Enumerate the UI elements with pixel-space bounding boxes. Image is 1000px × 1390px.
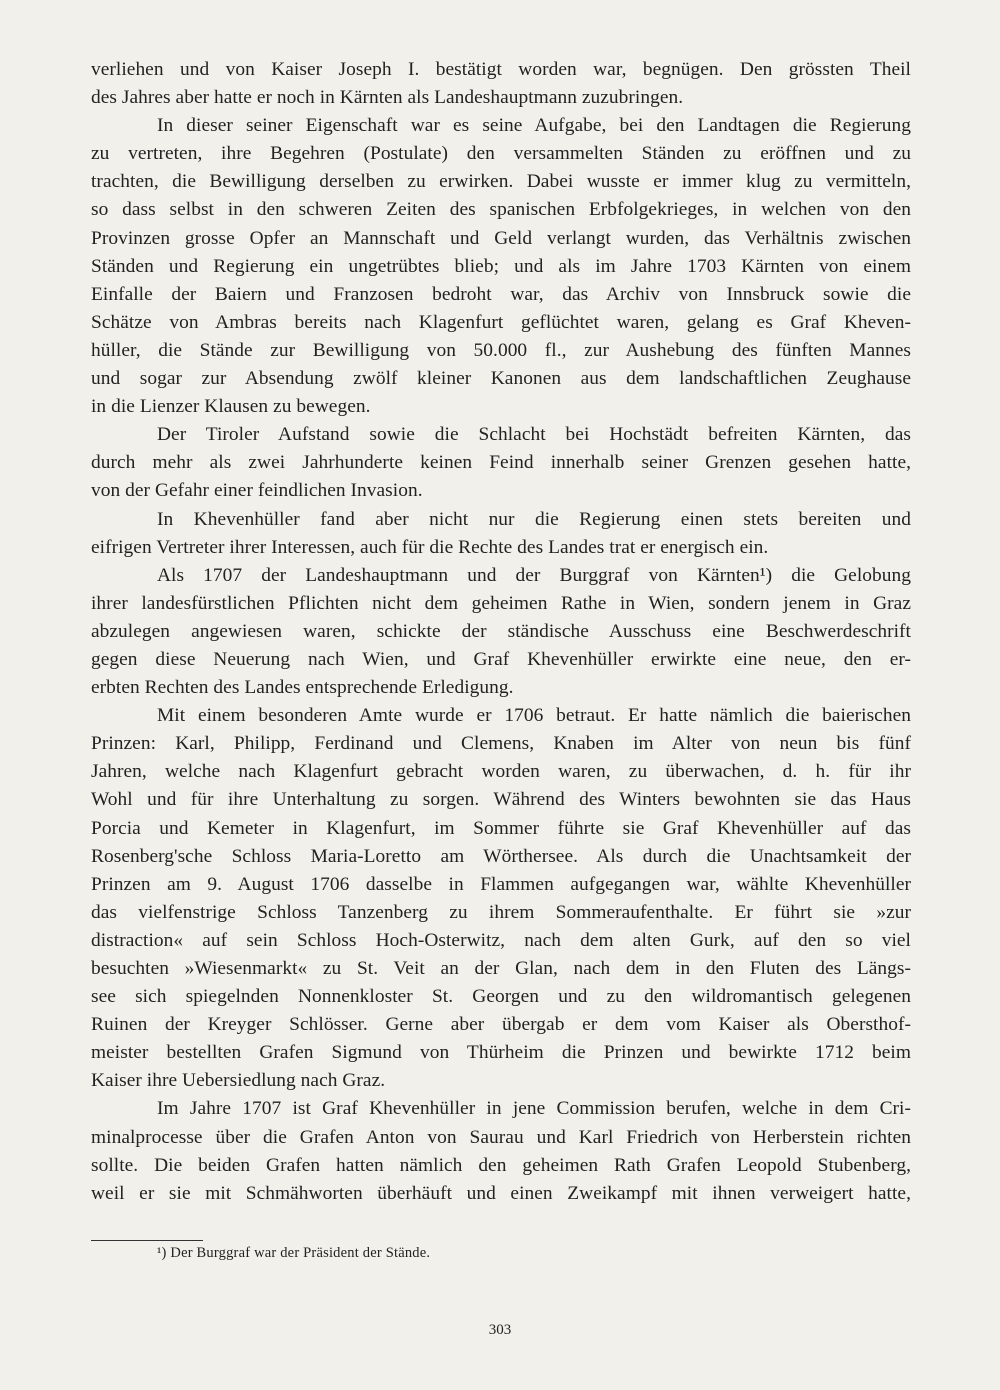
text-line: abzulegen angewiesen waren, schickte der ständische Ausschuss eine Beschwerdeschrift	[91, 620, 911, 642]
text-line: des Jahres aber hatte er noch in Kärnten als Landeshauptmann zuzubringen.	[91, 87, 684, 109]
text-line: erbten Rechten des Landes entsprechende Erledigung.	[91, 677, 514, 699]
text-line: in die Lienzer Klausen zu bewegen.	[91, 396, 371, 418]
text-line: Jahren, welche nach Klagenfurt gebracht worden waren, zu überwachen, d. h. für ihr	[91, 761, 911, 783]
text-line: see sich spiegelnden Nonnenkloster St. Georgen und zu den wildromantisch gelegenen	[91, 986, 911, 1008]
text-line: In Khevenhüller fand aber nicht nur die Regierung einen stets bereiten und	[157, 508, 911, 530]
text-line: meister bestellten Grafen Sigmund von Thürheim die Prinzen und bewirkte 1712 beim	[91, 1042, 911, 1064]
text-line: hüller, die Stände zur Bewilligung von 50.000 fl., zur Aushebung des fünften Mannes	[91, 339, 911, 361]
text-line: weil er sie mit Schmähworten überhäuft und einen Zweikampf mit ihnen verweigert hatte,	[91, 1182, 911, 1204]
text-line: zu vertreten, ihre Begehren (Postulate) den versammelten Ständen zu eröffnen und zu	[91, 143, 911, 165]
text-line: Der Tiroler Aufstand sowie die Schlacht bei Hochstädt befreiten Kärnten, das	[157, 424, 911, 446]
body-text	[91, 56, 911, 1208]
text-line: distraction« auf sein Schloss Hoch-Osterwitz, nach dem alten Gurk, auf den so viel	[91, 929, 911, 951]
text-line: Schätze von Ambras bereits nach Klagenfurt geflüchtet waren, gelang es Graf Kheven-	[91, 311, 911, 333]
text-line: trachten, die Bewilligung derselben zu erwirken. Dabei wusste er immer klug zu vermitteln,	[91, 171, 911, 193]
text-line: das vielfenstrige Schloss Tanzenberg zu ihrem Sommeraufenthalte. Er führt sie »zur	[91, 901, 911, 923]
text-line: Mit einem besonderen Amte wurde er 1706 betraut. Er hatte nämlich die baierischen	[157, 705, 911, 727]
text-line: Ständen und Regierung ein ungetrübtes blieb; und als im Jahre 1703 Kärnten von einem	[91, 255, 911, 277]
text-line: Ruinen der Kreyger Schlösser. Gerne aber übergab er dem vom Kaiser als Obersthof-	[91, 1014, 911, 1036]
text-line: Prinzen am 9. August 1706 dasselbe in Flammen aufgegangen war, wählte Khevenhüller	[91, 873, 911, 895]
text-line: Prinzen: Karl, Philipp, Ferdinand und Clemens, Knaben im Alter von neun bis fünf	[91, 733, 911, 755]
text-line: Als 1707 der Landeshauptmann und der Burggraf von Kärnten¹) die Gelobung	[157, 564, 911, 586]
text-line: Rosenberg'sche Schloss Maria-Loretto am Wörthersee. Als durch die Unachtsamkeit der	[91, 845, 911, 867]
text-line: Provinzen grosse Opfer an Mannschaft und Geld verlangt wurden, das Verhältnis zwischen	[91, 227, 911, 249]
text-line: Porcia und Kemeter in Klagenfurt, im Sommer führte sie Graf Khevenhüller auf das	[91, 817, 911, 839]
text-line: verliehen und von Kaiser Joseph I. bestätigt worden war, begnügen. Den grössten Theil	[91, 59, 911, 80]
text-line: Einfalle der Baiern und Franzosen bedroht war, das Archiv von Innsbruck sowie die	[91, 283, 911, 305]
text-line: ihrer landesfürstlichen Pflichten nicht dem geheimen Rathe in Wien, sondern jenem in Graz	[91, 592, 911, 614]
page-number: 303	[488, 1322, 512, 1338]
text-line: eifrigen Vertreter ihrer Interessen, auch für die Rechte des Landes trat er energisch ein.	[91, 536, 769, 558]
text-line: von der Gefahr einer feindlichen Invasion.	[91, 480, 423, 502]
text-line: so dass selbst in den schweren Zeiten des spanischen Erbfolgekrieges, in welchen von den	[91, 199, 911, 221]
text-line: minalprocesse über die Grafen Anton von Saurau und Karl Friedrich von Herberstein richten	[91, 1126, 911, 1148]
text-line: Wohl und für ihre Unterhaltung zu sorgen. Während des Winters bewohnten sie das Haus	[91, 789, 911, 811]
text-line: In dieser seiner Eigenschaft war es seine Aufgabe, bei den Landtagen die Regierung	[157, 115, 911, 137]
footnote-rule	[91, 1240, 203, 1241]
footnote: ¹) Der Burggraf war der Präsident der Stände.	[157, 1245, 431, 1261]
text-line: und sogar zur Absendung zwölf kleiner Kanonen aus dem landschaftlichen Zeughause	[91, 368, 911, 390]
text-line: Kaiser ihre Uebersiedlung nach Graz.	[91, 1070, 386, 1092]
text-line: durch mehr als zwei Jahrhunderte keinen Feind innerhalb seiner Grenzen gesehen hatte,	[91, 452, 911, 474]
text-line: Im Jahre 1707 ist Graf Khevenhüller in jene Commission berufen, welche in dem Cri-	[157, 1098, 911, 1120]
text-line: gegen diese Neuerung nach Wien, und Graf Khevenhüller erwirkte eine neue, den er-	[91, 648, 911, 670]
text-line: besuchten »Wiesenmarkt« zu St. Veit an der Glan, nach dem in den Fluten des Längs-	[91, 958, 911, 979]
text-line: sollte. Die beiden Grafen hatten nämlich den geheimen Rath Grafen Leopold Stubenberg,	[91, 1154, 911, 1176]
